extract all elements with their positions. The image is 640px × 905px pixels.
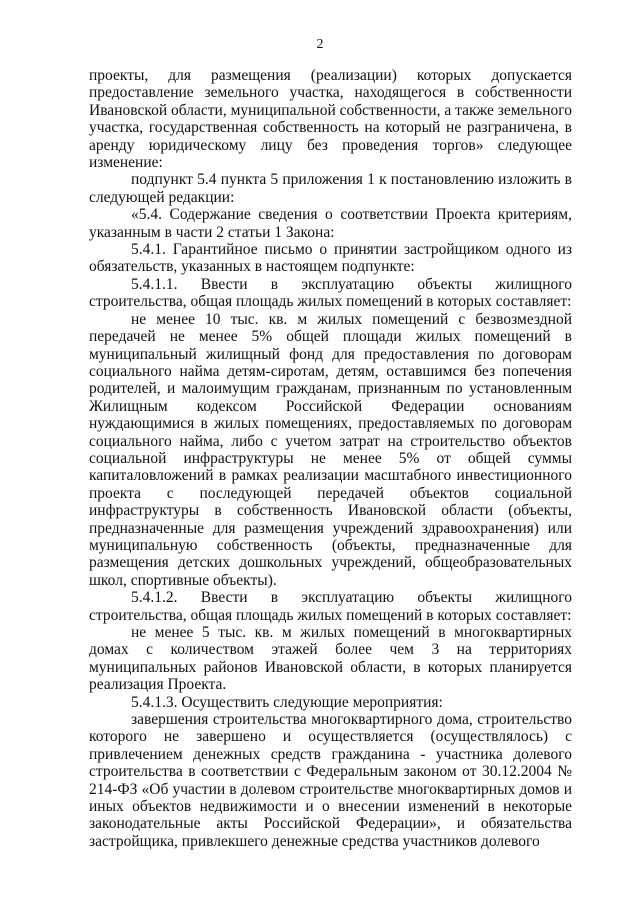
paragraph: «5.4. Содержание сведения о соответствии Проекта критериям, указанным в части 2 статьи 1 Закона: <box>89 206 572 241</box>
paragraph: проекты, для размещения (реализации) которых допускается предоставление земельного участка, находящегося в собственности Ивановской области, муниципальной собственности, а также земельного участка, государственная собственность на который не разграничена, в аренду юридическому лицу без проведения торгов» следующее изменение: <box>89 67 572 172</box>
paragraph: подпункт 5.4 пункта 5 приложения 1 к постановлению изложить в следующей редакции: <box>89 171 572 206</box>
paragraph: завершения строительства многоквартирного дома, строительство которого не завершено и осуществляется (осуществлялось) с привлечением денежных средств гражданина - участника долевого строительства в соответствии с Федеральным законом от 30.12.2004 № 214-ФЗ «Об участии в долевом строительстве многоквартирных домов и иных объектов недвижимости и о внесении изменений в некоторые законодательные акты Российской Федерации», и обязательства застройщика, привлекшего денежные средства участников долевого <box>89 711 572 850</box>
paragraph: не менее 10 тыс. кв. м жилых помещений с безвозмездной передачей не менее 5% общей площади жилых помещений в муниципальный жилищный фонд для предоставления по договорам социального найма детям-сиротам, детям, оставшимся без попечения родителей, и малоимущим гражданам, признанным по установленным Жилищным кодексом Российской Федерации основаниям нуждающимися в жилых помещениях, предоставляемых по договорам социального найма, либо с учетом затрат на строительство объектов социальной инфраструктуры не менее 5% от общей суммы капиталовложений в рамках реализации масштабного инвестиционного проекта с последующей передачей объектов социальной инфраструктуры в собственность Ивановской области (объекты, предназначенные для размещения учреждений здравоохранения) или муниципальную собственность (объекты, предназначенные для размещения детских дошкольных учреждений, общеобразовательных школ, спортивные объекты). <box>89 310 572 589</box>
page-number: 2 <box>316 37 324 52</box>
paragraph: 5.4.1.3. Осуществить следующие мероприятия: <box>131 693 443 711</box>
paragraph: 5.4.1.2. Ввести в эксплуатацию объекты жилищного строительства, общая площадь жилых помещений в которых составляет: <box>89 589 572 624</box>
paragraph: не менее 5 тыс. кв. м жилых помещений в многоквартирных домах с количеством этажей более чем 3 на территориях муниципальных районов Ивановской области, в которых планируется реализация Проекта. <box>89 624 572 694</box>
paragraph: 5.4.1.1. Ввести в эксплуатацию объекты жилищного строительства, общая площадь жилых помещений в которых составляет: <box>89 275 572 311</box>
paragraph: 5.4.1. Гарантийное письмо о принятии застройщиком одного из обязательств, указанных в настоящем подпункте: <box>89 241 572 276</box>
document-body <box>89 67 572 850</box>
